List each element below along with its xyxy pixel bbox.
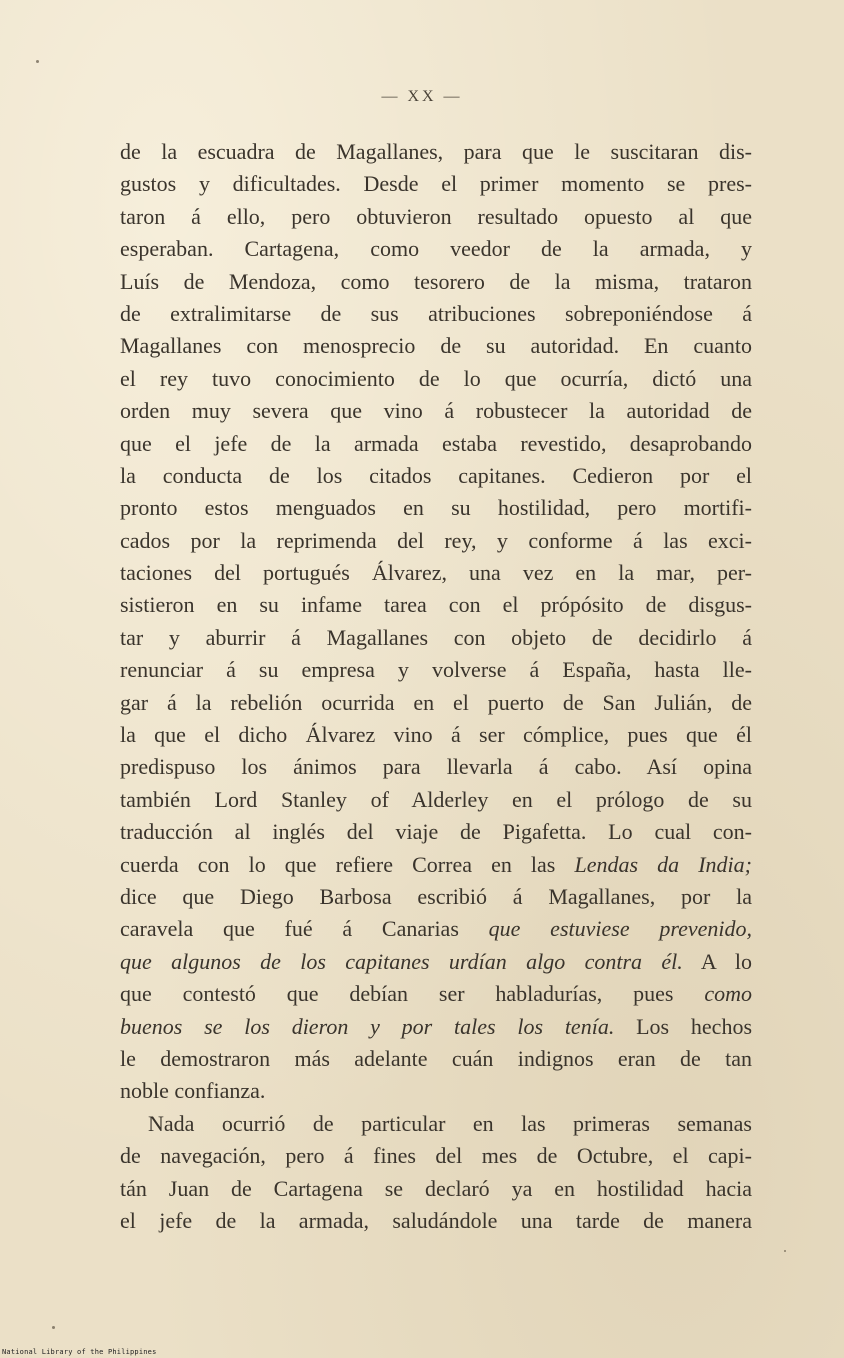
text-line — [120, 460, 752, 492]
line-text: gar á la rebelión ocurrida en el puerto de San Julián, de — [120, 689, 752, 715]
text-line — [120, 492, 752, 524]
line-text: también Lord Stanley of Alderley en el prólogo de su — [120, 786, 752, 812]
line-text: cados por la reprimenda del rey, y conforme á las exci- — [120, 527, 752, 553]
line-text: taciones del portugués Álvarez, una vez en la mar, per- — [120, 560, 752, 586]
line-text: le demostraron más adelante cuán indignos eran de tan — [120, 1045, 752, 1071]
line-text: predispuso los ánimos para llevarla á cabo. Así opina — [120, 754, 752, 780]
line-text: el jefe de la armada, saludándole una tarde de manera — [120, 1207, 752, 1233]
text-line — [120, 849, 752, 881]
text-line — [120, 525, 752, 557]
line-text: la que el dicho Álvarez vino á ser cómplice, pues que él — [120, 722, 752, 748]
text-line — [120, 622, 752, 654]
line-text: Luís de Mendoza, como tesorero de la misma, trataron — [120, 268, 752, 294]
italic-text: que algunos de los capitanes urdían algo contra él. — [120, 948, 683, 974]
line-text: renunciar á su empresa y volverse á España, hasta lle- — [120, 657, 752, 683]
line-text: caravela que fué á Canarias — [120, 916, 489, 942]
line-text: que contestó que debían ser habladurías, pues — [120, 981, 705, 1007]
text-line — [120, 784, 752, 816]
line-text: tar y aburrir á Magallanes con objeto de decidirlo á — [120, 624, 752, 650]
text-line — [120, 233, 752, 265]
text-line — [120, 913, 752, 945]
text-line — [120, 751, 752, 783]
text-line — [120, 816, 752, 848]
text-line — [120, 1108, 752, 1140]
line-text: orden muy severa que vino á robustecer la autoridad de — [120, 398, 752, 424]
line-text: dice que Diego Barbosa escribió á Magallanes, por la — [120, 883, 752, 909]
line-text: A lo — [682, 948, 752, 974]
line-text: Los hechos — [614, 1013, 753, 1039]
line-text: el rey tuvo conocimiento de lo que ocurría, dictó una — [120, 365, 752, 391]
text-line — [120, 1205, 752, 1237]
line-text: de navegación, pero á fines del mes de Octubre, el capi- — [120, 1143, 752, 1169]
text-line — [120, 687, 752, 719]
paper-speck — [36, 60, 39, 63]
text-line — [120, 363, 752, 395]
text-line — [120, 881, 752, 913]
text-line — [120, 136, 752, 168]
text-line — [120, 395, 752, 427]
text-line — [120, 1140, 752, 1172]
line-text: Magallanes con menosprecio de su autoridad. En cuanto — [120, 333, 752, 359]
paper-speck — [52, 1326, 55, 1329]
paper-speck — [784, 1250, 786, 1252]
library-credit: National Library of the Philippines — [2, 1348, 157, 1356]
line-text: traducción al inglés del viaje de Pigafetta. Lo cual con- — [120, 819, 752, 845]
line-text: taron á ello, pero obtuvieron resultado opuesto al que — [120, 203, 752, 229]
text-line — [120, 428, 752, 460]
line-text: Nada ocurrió de particular en las primeras semanas — [148, 1110, 752, 1136]
page-number: — XX — — [381, 88, 463, 105]
body-text — [120, 136, 752, 1237]
line-text: tán Juan de Cartagena se declaró ya en hostilidad hacia — [120, 1175, 752, 1201]
line-text: gustos y dificultades. Desde el primer momento se pres- — [120, 171, 752, 197]
text-line — [120, 1075, 752, 1107]
text-line — [120, 719, 752, 751]
line-text: sistieron en su infame tarea con el própósito de disgus- — [120, 592, 752, 618]
line-text: la conducta de los citados capitanes. Cedieron por el — [120, 462, 752, 488]
text-line — [120, 201, 752, 233]
line-text: de extralimitarse de sus atribuciones sobreponiéndose á — [120, 300, 752, 326]
italic-text: buenos se los dieron y por tales los tenía. — [120, 1013, 615, 1039]
text-line — [120, 168, 752, 200]
italic-text: como — [704, 981, 752, 1007]
line-text: de la escuadra de Magallanes, para que le suscitaran dis- — [120, 139, 752, 164]
line-text: pronto estos menguados en su hostilidad, pero mortifi- — [120, 495, 752, 521]
text-line — [120, 654, 752, 686]
text-line — [120, 266, 752, 298]
line-text: que el jefe de la armada estaba revestido, desaprobando — [120, 430, 752, 456]
text-line — [120, 589, 752, 621]
line-text: cuerda con lo que refiere Correa en las — [120, 851, 575, 877]
text-line — [120, 978, 752, 1010]
text-line — [120, 946, 752, 978]
text-line — [120, 330, 752, 362]
text-line — [120, 557, 752, 589]
italic-text: Lendas da India; — [574, 851, 752, 877]
text-line — [120, 298, 752, 330]
italic-text: que estuviese prevenido, — [488, 916, 752, 942]
text-line — [120, 1011, 752, 1043]
text-line — [120, 1173, 752, 1205]
line-text: noble confianza. — [120, 1078, 266, 1104]
text-line — [120, 1043, 752, 1075]
line-text: esperaban. Cartagena, como veedor de la armada, y — [120, 236, 752, 262]
